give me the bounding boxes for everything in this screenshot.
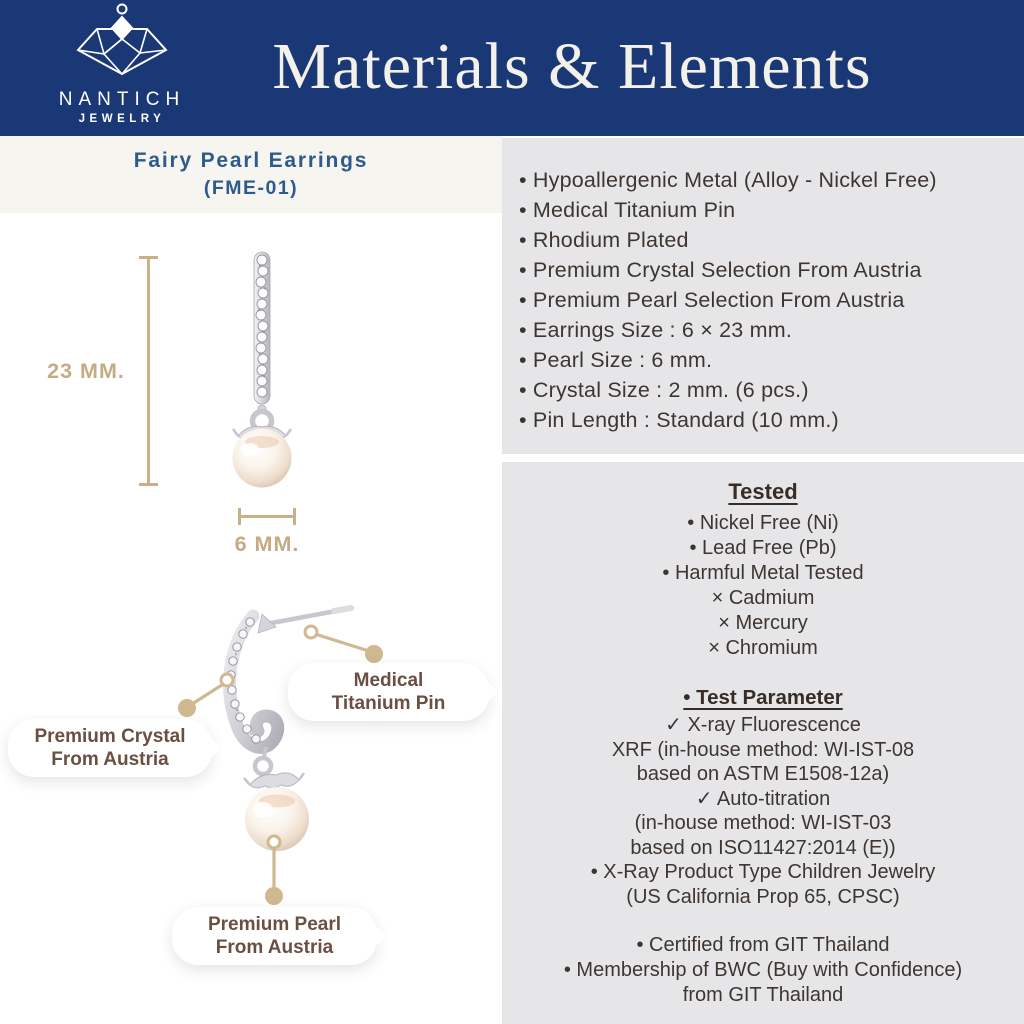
tested-heading-text: Tested xyxy=(728,479,798,504)
material-item: • Hypoallergenic Metal (Alloy - Nickel Free) xyxy=(519,168,937,192)
material-item: • Premium Crystal Selection From Austria xyxy=(519,258,922,282)
test-parameter-line: (US California Prop 65, CPSC) xyxy=(626,885,900,908)
tested-item: • Harmful Metal Tested xyxy=(662,562,864,584)
test-parameter-line: ✓ X-ray Fluorescence xyxy=(665,714,861,736)
test-parameter-list xyxy=(502,713,1024,909)
brand-name: NANTICH xyxy=(58,89,186,110)
tested-item: × Chromium xyxy=(708,637,818,659)
test-parameter-line: XRF (in-house method: WI-IST-08 xyxy=(611,738,915,761)
callout-pin xyxy=(288,663,489,721)
height-measure-cap-bottom xyxy=(139,483,158,486)
callout-crystal-line1: Premium Crystal xyxy=(34,726,186,747)
certification-line: • Certified from GIT Thailand xyxy=(636,934,890,956)
height-measure-cap-top xyxy=(139,256,158,259)
certification-list xyxy=(502,933,1024,1008)
header-bar xyxy=(0,0,1024,136)
brand-logo xyxy=(32,2,212,125)
materials-list xyxy=(502,138,1024,435)
height-dimension-label: 23 MM. xyxy=(47,359,125,383)
material-item: • Crystal Size : 2 mm. (6 pcs.) xyxy=(519,378,809,402)
height-measure-line xyxy=(147,257,150,486)
page-title: Materials & Elements xyxy=(272,30,872,103)
callout-pearl xyxy=(172,907,377,965)
material-item: • Pearl Size : 6 mm. xyxy=(519,348,713,372)
callout-crystal-line2: From Austria xyxy=(51,749,169,770)
tested-item: × Mercury xyxy=(718,612,808,634)
test-parameter-line: based on ASTM E1508-12a) xyxy=(636,763,890,785)
tested-item: × Cadmium xyxy=(711,587,815,609)
diamond-pendant-logo-icon xyxy=(70,2,174,88)
test-parameter-heading-text: • Test Parameter xyxy=(683,686,843,709)
material-item: • Earrings Size : 6 × 23 mm. xyxy=(519,318,793,342)
brand-subtitle: JEWELRY xyxy=(78,113,166,125)
product-code: (FME-01) xyxy=(203,177,299,199)
material-item: • Premium Pearl Selection From Austria xyxy=(519,288,905,312)
tested-heading xyxy=(502,462,1024,505)
material-item: • Rhodium Plated xyxy=(519,228,689,252)
test-parameter-line: (in-house method: WI-IST-03 xyxy=(634,812,892,834)
width-dimension-label: 6 MM. xyxy=(234,532,300,556)
test-parameter-heading xyxy=(502,686,1024,710)
test-parameter-line: ✓ Auto-titration xyxy=(695,787,831,810)
test-parameter-line: • X-Ray Product Type Children Jewelry xyxy=(590,861,936,883)
callout-pearl-line2: From Austria xyxy=(215,937,334,958)
callout-pearl-line1: Premium Pearl xyxy=(207,914,342,935)
product-title-band xyxy=(0,136,502,213)
testing-panel xyxy=(502,462,1024,1024)
width-measure-cap-left xyxy=(238,508,241,525)
diagram-column xyxy=(0,136,502,1024)
materials-panel xyxy=(502,138,1024,454)
test-parameter-line: based on ISO11427:2014 (E)) xyxy=(630,836,896,859)
tested-list xyxy=(502,511,1024,661)
width-measure-cap-right xyxy=(293,508,296,525)
callout-pin-line2: Titanium Pin xyxy=(331,693,446,714)
crystal-bar-shape xyxy=(230,616,278,747)
tested-item: • Lead Free (Pb) xyxy=(689,537,837,559)
tested-item: • Nickel Free (Ni) xyxy=(687,512,839,534)
width-measure-line xyxy=(238,515,296,518)
earring-front-view-illustration xyxy=(198,246,328,498)
callout-crystal xyxy=(8,719,212,777)
material-item: • Medical Titanium Pin xyxy=(519,198,736,222)
certification-line: • Membership of BWC (Buy with Confidence) xyxy=(563,959,963,981)
callout-pin-line1: Medical xyxy=(353,670,424,691)
certification-line: from GIT Thailand xyxy=(682,984,844,1006)
material-item: • Pin Length : Standard (10 mm.) xyxy=(519,408,839,432)
product-name: Fairy Pearl Earrings xyxy=(133,149,369,172)
